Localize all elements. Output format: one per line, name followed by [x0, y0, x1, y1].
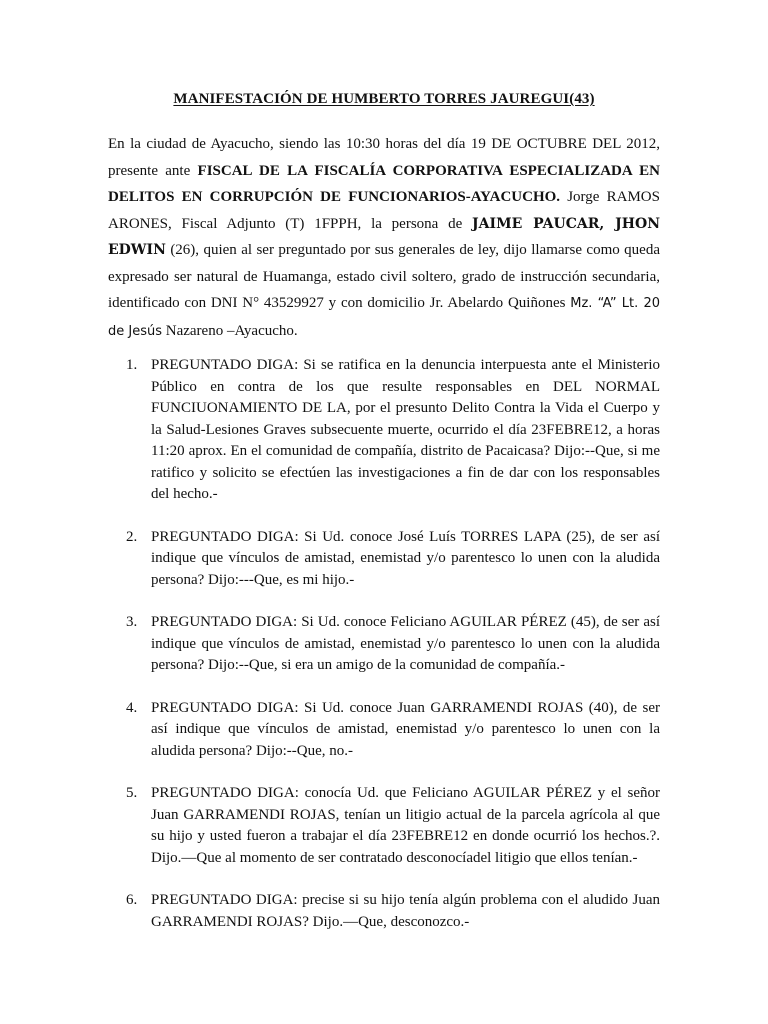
question-text: PREGUNTADO DIGA: conocía Ud. que Feliciano AGUILAR PÉREZ y el señor Juan GARRAMENDI ROJAS, tenían un litigio actual de la parcela agrícola al que su hijo y usted fueron a trabajar el día 23FEBRE12 en donde ocurrió los hechos.?. Dijo.—Que al momento de ser contratado desconocíadel litigio que ellos tenían.-: [151, 785, 660, 866]
document-title: MANIFESTACIÓN DE HUMBERTO TORRES JAUREGUI(43): [173, 91, 595, 107]
intro-text-4: Nazareno –Ayacucho.: [162, 322, 298, 339]
declarant-name: JAIME PAUCAR, JHON EDWIN: [108, 215, 660, 258]
question-text: PREGUNTADO DIGA: Si Ud. conoce Feliciano AGUILAR PÉREZ (45), de ser así indique que vínculos de amistad, enemistad y/o parentesco lo unen con la aludida persona? Dijo:--Que, si era un amigo de la comunidad de compañía.-: [151, 614, 660, 673]
fiscalia-name: FISCAL DE LA FISCALÍA CORPORATIVA ESPECIALIZADA EN DELITOS EN CORRUPCIÓN DE FUNCIONARIOS-AYACUCHO.: [108, 162, 660, 205]
question-item: [126, 698, 660, 763]
intro-text-3: (26), quien al ser preguntado por sus generales de ley, dijo llamarse como queda expresado ser natural de Huamanga, estado civil soltero, grado de instrucción secundaria, identificado con DNI N° 43529927 y con domicilio Jr. Abelardo Quiñones: [108, 242, 660, 311]
question-number: 4.: [126, 699, 138, 716]
question-item: [126, 527, 660, 592]
question-list: [126, 355, 660, 933]
question-text: PREGUNTADO DIGA: Si Ud. conoce José Luís TORRES LAPA (25), de ser así indique que vínculos de amistad, enemistad y/o parentesco lo unen con la aludida persona? Dijo:---Que, es mi hijo.-: [151, 528, 660, 588]
intro-text-2: Jorge RAMOS ARONES, Fiscal Adjunto (T) 1FPPH, la persona de: [108, 189, 660, 232]
intro-text-1: En la ciudad de Ayacucho, siendo las 10:30 horas del día 19 DE OCTUBRE DEL 2012, presente ante: [108, 136, 660, 179]
intro-paragraph: [108, 131, 660, 345]
address-text: Mz. “A” Lt. 20 de Jesús: [108, 296, 660, 339]
question-text: PREGUNTADO DIGA: Si Ud. conoce Juan GARRAMENDI ROJAS (40), de ser así indique que vínculos de amistad, enemistad y/o parentesco lo unen con la aludida persona? Dijo:--Que, no.-: [151, 699, 660, 759]
question-number: 5.: [126, 785, 138, 801]
question-item: [126, 355, 660, 506]
question-item: [126, 612, 660, 677]
question-number: 1.: [126, 357, 138, 373]
question-number: 6.: [126, 892, 138, 908]
question-text: PREGUNTADO DIGA: precise si su hijo tenía algún problema con el aludido Juan GARRAMENDI ROJAS? Dijo.—Que, desconozco.-: [151, 892, 660, 930]
question-text: PREGUNTADO DIGA: Si se ratifica en la denuncia interpuesta ante el Ministerio Público en contra de los que resulte responsables en DEL NORMAL FUNCIUONAMIENTO DE LA, por el presunto Delito Contra la Vida el Cuerpo y la Salud-Lesiones Graves subsecuente muerte, ocurrido el día 23FEBRE12, a horas 11:20 aprox. En el comunidad de compañía, distrito de Pacaicasa? Dijo:--Que, si me ratifico y solicito se efectúen las investigaciones a fin de dar con los responsables del hecho.-: [151, 357, 660, 502]
question-item: [126, 890, 660, 933]
question-number: 2.: [126, 528, 138, 545]
question-number: 3.: [126, 614, 138, 630]
question-item: [126, 783, 660, 869]
